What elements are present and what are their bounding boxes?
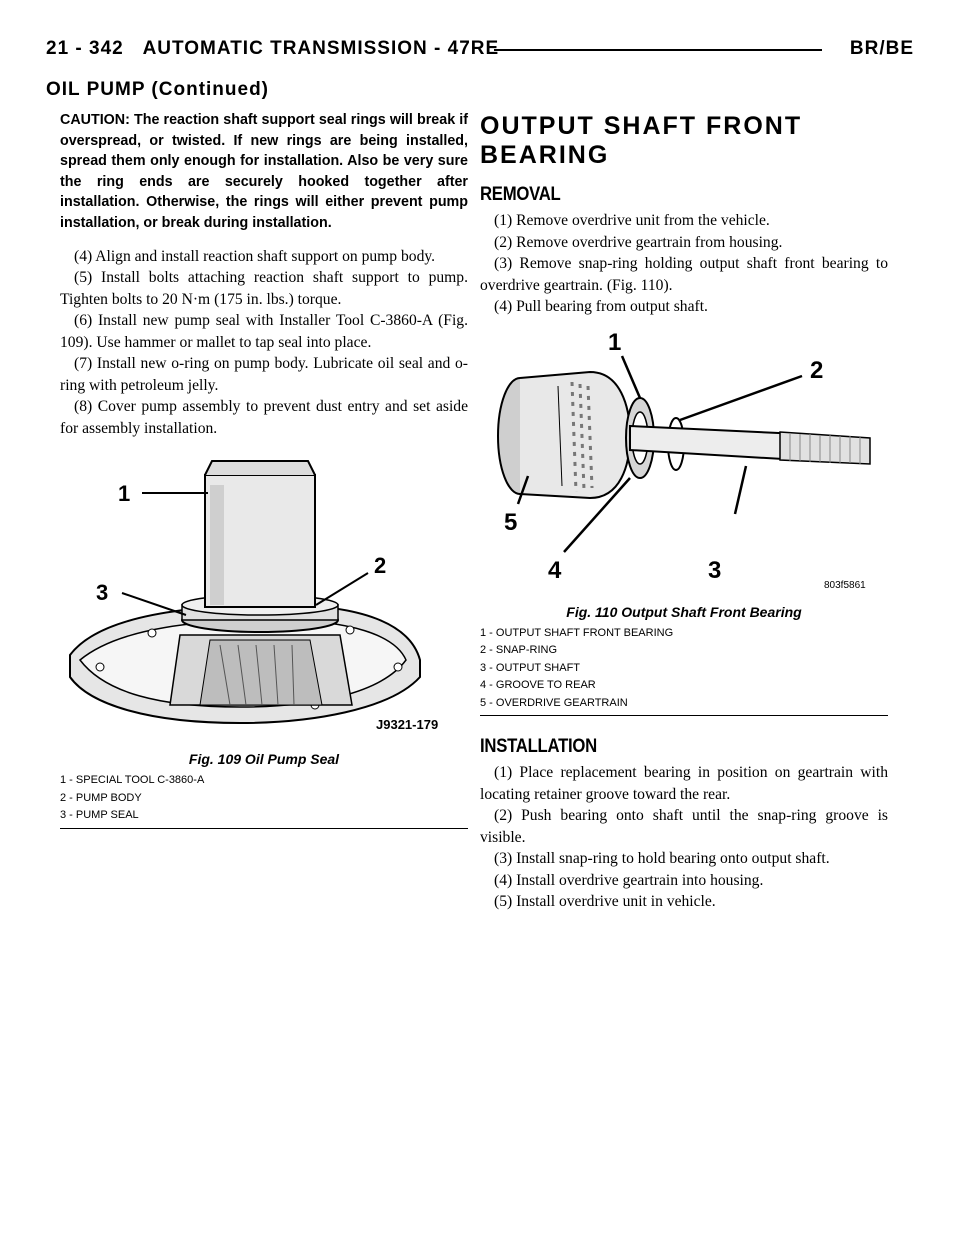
figure-id-label: J9321-179	[376, 717, 439, 733]
caution-note: CAUTION: The reaction shaft support seal rings will break if overspread, or twisted. If new rings are being installed, spread them only enough for installation. Also be very sure the ring ends are securely hooked together after installation. Otherwise, the rings will either prevent pump installation, or break during installation.	[60, 112, 468, 231]
figure-id-label: 803f5861	[824, 579, 866, 591]
step-paragraph: (3) Remove snap-ring holding output shaft front bearing to overdrive geartrain. (Fig. 110).	[480, 255, 888, 294]
legend-item: 1 - OUTPUT SHAFT FRONT BEARING	[480, 626, 674, 639]
removal-heading: REMOVAL	[480, 184, 561, 205]
step-paragraph: (3) Install snap-ring to hold bearing onto output shaft.	[494, 850, 830, 867]
step-paragraph: (1) Place replacement bearing in position on geartrain with locating retainer groove toward the rear.	[480, 764, 888, 803]
page-header-title: 21 - 342 AUTOMATIC TRANSMISSION - 47RE	[46, 38, 500, 59]
step-paragraph: (5) Install bolts attaching reaction shaft support to pump. Tighten bolts to 20 N·m (175 in. lbs.) torque.	[60, 269, 468, 308]
figure-109	[60, 455, 468, 829]
callout-2: 2	[374, 553, 387, 579]
continued-title: OIL PUMP (Continued)	[46, 79, 270, 100]
output-shaft-bearing-illustration	[480, 326, 880, 598]
header-rule	[494, 49, 822, 51]
section-title: OUTPUT SHAFT FRONT BEARING	[480, 112, 803, 169]
step-paragraph: (4) Align and install reaction shaft support on pump body.	[74, 247, 436, 265]
figure-legend	[480, 625, 888, 713]
callout-4: 4	[548, 556, 562, 584]
page-header	[46, 38, 914, 78]
right-column	[480, 110, 888, 913]
legend-item: 2 - SNAP-RING	[480, 644, 558, 656]
oil-pump-seal-illustration	[60, 455, 460, 745]
legend-item: 4 - GROOVE TO REAR	[480, 679, 596, 691]
legend-item: 3 - PUMP SEAL	[60, 809, 139, 822]
callout-5: 5	[504, 508, 518, 536]
step-paragraph: (7) Install new o-ring on pump body. Lubricate oil seal and o-ring with petroleum jelly.	[60, 355, 468, 394]
legend-item: 5 - OVERDRIVE GEARTRAIN	[480, 696, 628, 709]
step-paragraph: (4) Install overdrive geartrain into housing.	[494, 871, 764, 889]
left-column	[60, 110, 468, 829]
figure-110	[480, 326, 888, 717]
step-paragraph: (1) Remove overdrive unit from the vehicle.	[494, 212, 770, 229]
callout-3: 3	[708, 556, 722, 584]
installation-heading: INSTALLATION	[480, 736, 597, 757]
legend-rule	[480, 715, 888, 716]
step-paragraph: (2) Remove overdrive geartrain from housing.	[494, 233, 783, 251]
figure-caption: Fig. 109 Oil Pump Seal	[188, 751, 340, 768]
figure-legend	[60, 772, 468, 825]
step-paragraph: (4) Pull bearing from output shaft.	[494, 298, 708, 315]
callout-1: 1	[118, 481, 131, 507]
step-paragraph: (6) Install new pump seal with Installer Tool C-3860-A (Fig. 109). Use hammer or mallet to tap seal into place.	[60, 312, 468, 351]
legend-rule	[60, 828, 468, 829]
pump-steps	[60, 246, 468, 440]
removal-steps	[480, 210, 888, 318]
callout-2: 2	[810, 356, 824, 384]
step-paragraph: (5) Install overdrive unit in vehicle.	[494, 893, 716, 910]
header-model: BR/BE	[849, 38, 914, 59]
legend-item: 1 - SPECIAL TOOL C-3860-A	[60, 774, 205, 787]
callout-3: 3	[96, 580, 109, 606]
callout-1: 1	[608, 328, 622, 356]
installation-steps	[480, 762, 888, 913]
step-paragraph: (2) Push bearing onto shaft until the snap-ring groove is visible.	[480, 807, 888, 846]
step-paragraph: (8) Cover pump assembly to prevent dust entry and set aside for assembly installation.	[60, 398, 468, 437]
figure-caption: Fig. 110 Output Shaft Front Bearing	[566, 603, 802, 620]
legend-item: 2 - PUMP BODY	[60, 791, 142, 804]
legend-item: 3 - OUTPUT SHAFT	[480, 661, 581, 674]
